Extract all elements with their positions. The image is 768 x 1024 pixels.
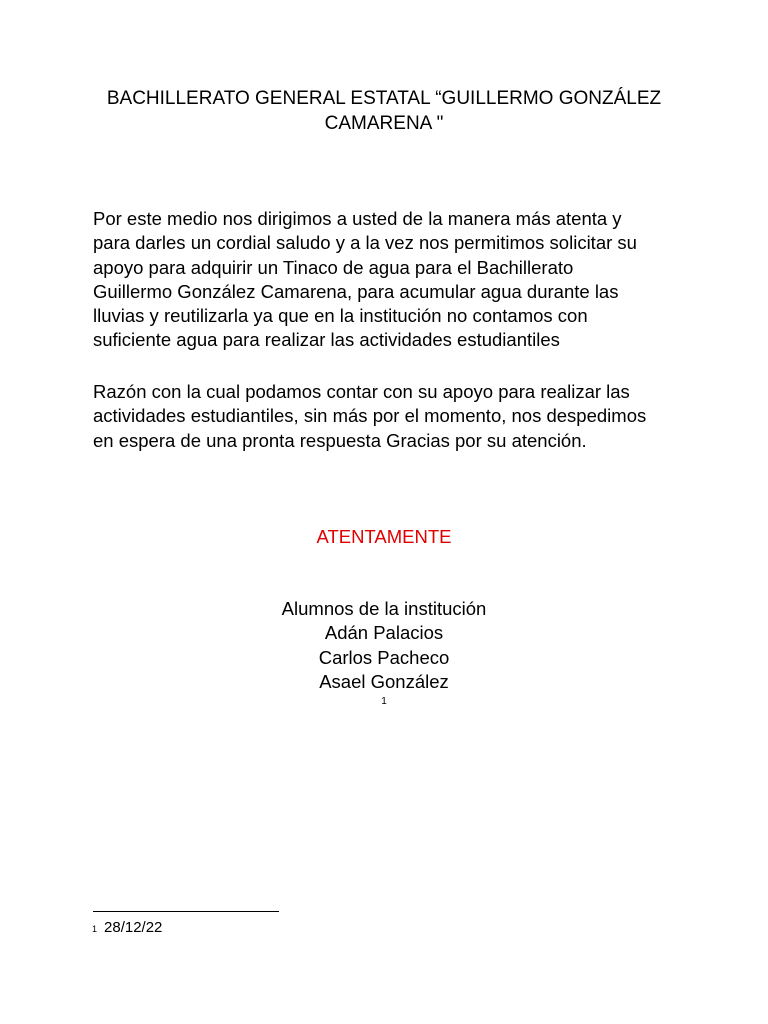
signer-name: Asael González — [319, 670, 449, 692]
paragraph-line: Razón con la cual podamos contar con su apoyo para realizar las — [93, 381, 630, 402]
paragraph-line: Guillermo González Camarena, para acumular agua durante las — [93, 280, 619, 302]
footnote-mark: 1 — [92, 924, 98, 934]
document-title — [90, 86, 678, 136]
signer-name: Carlos Pacheco — [318, 646, 450, 668]
signers-block — [0, 597, 768, 694]
paragraph-line: Por este medio nos dirigimos a usted de la manera más atenta y — [93, 208, 622, 229]
paragraph-line: actividades estudiantiles, sin más por el momento, nos despedimos — [93, 405, 647, 427]
paragraph-line: para darles un cordial saludo y a la vez nos permitimos solicitar su — [93, 232, 637, 254]
footnote-separator — [93, 911, 279, 912]
paragraph-line: suficiente agua para realizar las actividades estudiantiles — [93, 329, 560, 351]
footnote — [92, 919, 162, 937]
title-line-2: CAMARENA " — [324, 113, 444, 134]
closing-salutation: ATENTAMENTE — [316, 526, 452, 547]
closing-paragraph — [93, 380, 693, 453]
footnote-date: 28/12/22 — [104, 919, 163, 936]
paragraph-line: en espera de una pronta respuesta Gracias por su atención. — [93, 429, 587, 451]
title-line-1: BACHILLERATO GENERAL ESTATAL “GUILLERMO GONZÁLEZ — [106, 88, 662, 109]
footnote-reference: 1 — [381, 696, 387, 707]
paragraph-line: apoyo para adquirir un Tinaco de agua para el Bachillerato — [93, 256, 574, 278]
request-paragraph — [93, 207, 693, 353]
paragraph-line: lluvias y reutilizarla ya que en la institución no contamos con — [93, 305, 588, 327]
signers-heading: Alumnos de la institución — [281, 598, 487, 619]
signer-name: Adán Palacios — [324, 622, 444, 644]
